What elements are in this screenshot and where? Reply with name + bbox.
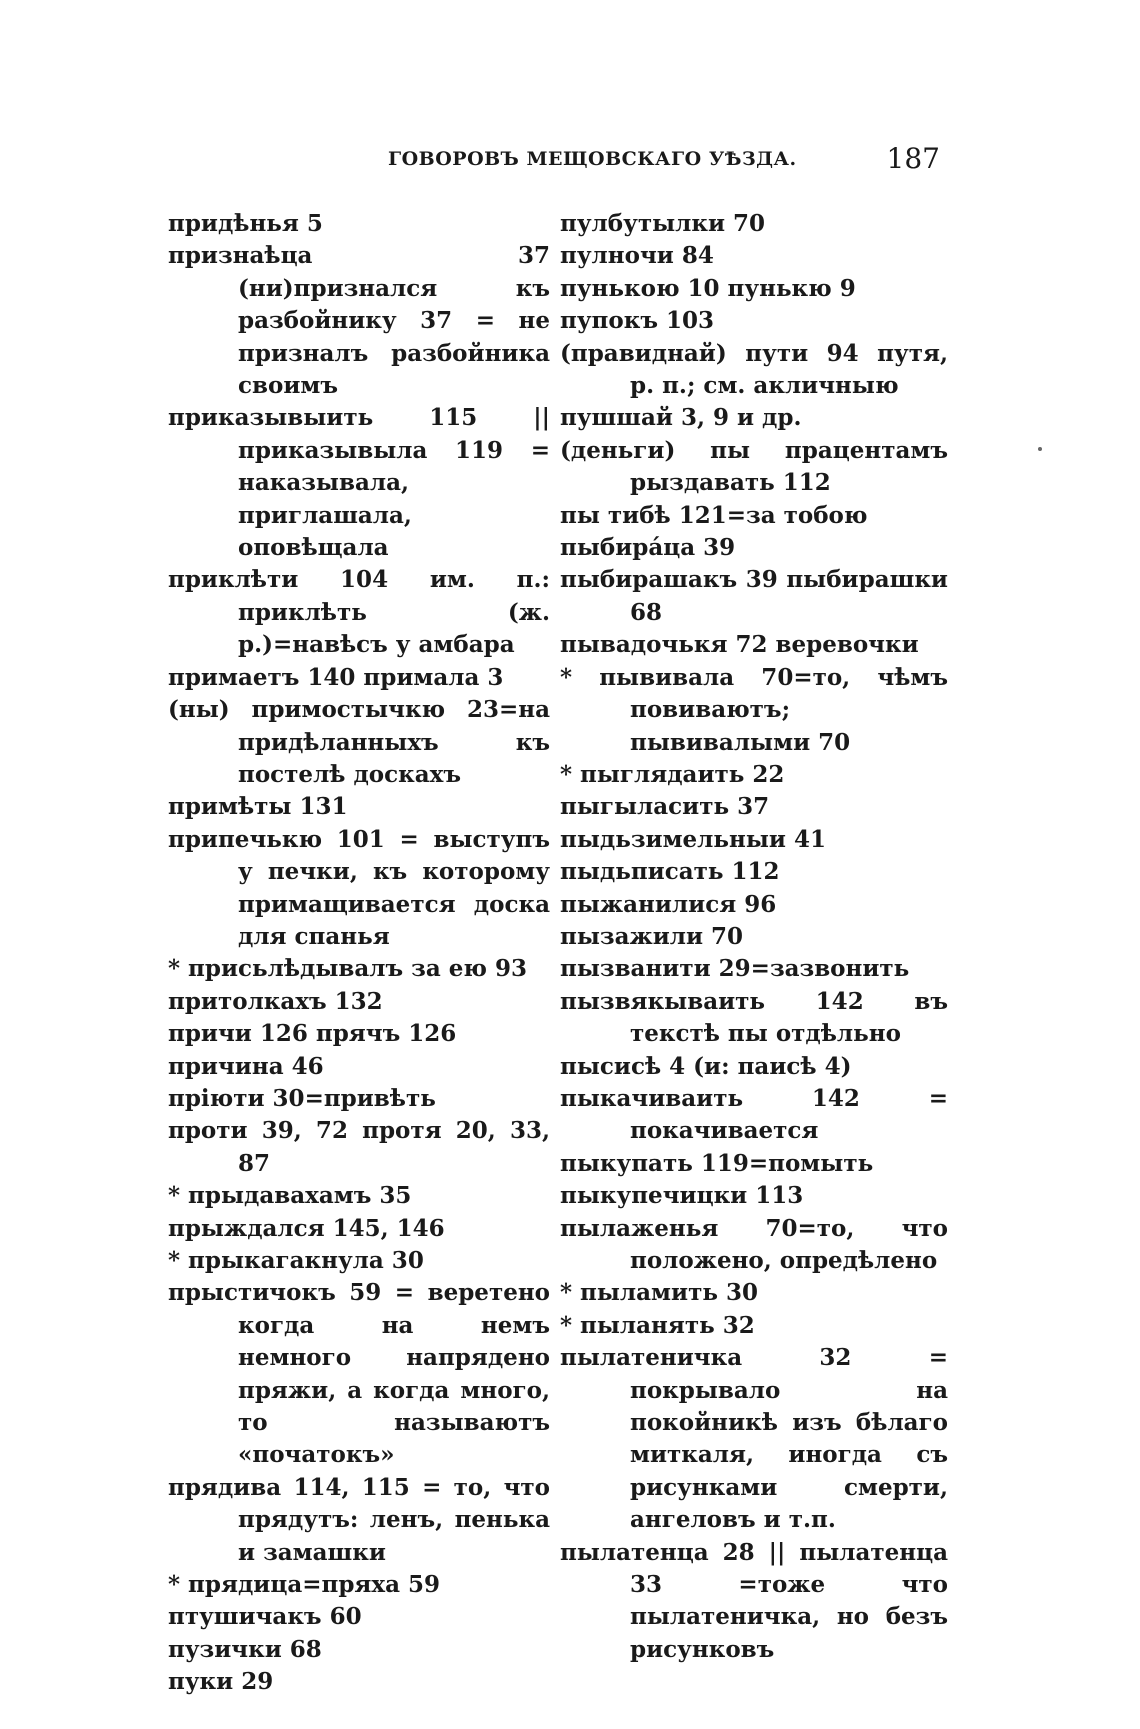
page-number: 187	[886, 142, 940, 175]
dictionary-entry: птушичакъ 60	[168, 1603, 362, 1631]
dictionary-entry: признаѣца 37 (ни)признался къ разбойнику 37 = не призналъ разбойника своимъ	[168, 242, 550, 400]
dictionary-entry: приказывыить 115 || приказывыла 119 = наказывала, приглашала, оповѣщала	[168, 404, 550, 562]
dictionary-entry: проти 39, 72 протя 20, 33, 87	[168, 1117, 550, 1177]
dictionary-entry: пывадочькя 72 веревочки	[560, 631, 919, 659]
dictionary-entry: (ны) примостычкю 23=на придѣланныхъ къ постелѣ доскахъ	[168, 696, 550, 788]
dictionary-entry: пыбирáца 39	[560, 534, 736, 562]
ink-speck	[1038, 447, 1042, 451]
dictionary-entry: пызажили 70	[560, 922, 744, 950]
dictionary-entry: пыкачиваить 142 = покачивается	[560, 1084, 948, 1145]
dictionary-entry: пылаженья 70=то, что положено, опредѣлено	[560, 1214, 948, 1274]
dictionary-entry: прыждался 145, 146	[168, 1214, 445, 1242]
dictionary-entry: * пывивала 70=то, чѣмъ повиваютъ; пывивалыми 70	[560, 663, 948, 756]
dictionary-entry: пы тибѣ 121=за тобою	[560, 501, 868, 529]
dictionary-entry: пунькою 10 пунькю 9	[560, 274, 856, 302]
dictionary-entry: * прыкагакнула 30	[168, 1247, 424, 1274]
dictionary-entry: придѣнья 5	[168, 210, 323, 237]
dictionary-entry: * присьлѣдывалъ за ею 93	[168, 955, 527, 983]
dictionary-entry: пулбутылки 70	[560, 210, 766, 237]
dictionary-entry: пызвякываить 142 въ текстѣ пы отдѣльно	[560, 987, 948, 1048]
dictionary-entry: пылатеничка 32 = покрывало на покойникѣ изъ бѣлаго миткаля, иногда съ рисунками смерти, ангеловъ и т.п.	[560, 1344, 948, 1534]
dictionary-entry: примѣты 131	[168, 793, 348, 821]
dictionary-entry: (правиднай) пути 94 путя, р. п.; см. акличныю	[560, 339, 948, 400]
dictionary-entry: * пыланять 32	[560, 1311, 755, 1339]
dictionary-entry: причина 46	[168, 1052, 324, 1080]
dictionary-entry: прыстичокъ 59 = веретено когда на немъ немного напрядено пряжи, а когда много, то называютъ «початокъ»	[168, 1279, 550, 1469]
running-title: ГОВОРОВЪ МЕЩОВСКАГО УѢЗДА.	[388, 148, 797, 170]
dictionary-entry: причи 126 прячъ 126	[168, 1020, 457, 1048]
dictionary-entry: пыкупать 119=помыть	[560, 1149, 874, 1177]
dictionary-entry: пыжанилися 96	[560, 890, 777, 918]
dictionary-entry: * пыламить 30	[560, 1279, 758, 1307]
right-column	[560, 208, 948, 1666]
dictionary-entry: пызванити 29=зазвонить	[560, 955, 910, 983]
dictionary-entry: пыгыласить 37	[560, 793, 770, 821]
dictionary-entry: пыдьзимельныи 41	[560, 825, 826, 853]
dictionary-entry: притолкахъ 132	[168, 987, 383, 1015]
dictionary-entry: примаетъ 140 примала 3	[168, 663, 504, 691]
dictionary-entry: пушшай 3, 9 и др.	[560, 404, 802, 432]
dictionary-entry: пузички 68	[168, 1635, 322, 1663]
dictionary-entry: прядива 114, 115 = то, что прядутъ: ленъ, пенька и замашки	[168, 1473, 550, 1566]
dictionary-entry: пылатенца 28 || пылатенца 33 =тоже что пылатеничка, но безъ рисунковъ	[560, 1538, 948, 1663]
dictionary-entry: пуки 29	[168, 1668, 274, 1696]
dictionary-entry: припечькю 101 = выступъ у печки, къ которому примащивается доска для спанья	[168, 825, 550, 950]
dictionary-entry: * прядица=пряха 59	[168, 1571, 441, 1599]
dictionary-entry: пулночи 84	[560, 242, 714, 270]
dictionary-entry: пыдьписать 112	[560, 858, 780, 886]
page-header	[168, 142, 940, 182]
dictionary-entry: * пыглядаить 22	[560, 760, 785, 788]
left-column	[168, 208, 550, 1699]
dictionary-entry: приклѣти 104 им. п.: приклѣть (ж. р.)=навѣсъ у амбара	[168, 566, 550, 659]
dictionary-entry: (деньги) пы працентамъ рыздавать 112	[560, 436, 948, 497]
dictionary-entry: * прыдавахамъ 35	[168, 1182, 412, 1210]
dictionary-entry: пысисѣ 4 (и: паисѣ 4)	[560, 1052, 852, 1080]
dictionary-entry: пріюти 30=привѣть	[168, 1084, 436, 1112]
dictionary-entry: пупокъ 103	[560, 307, 715, 335]
dictionary-entry: пыбирашакъ 39 пыбирашки 68	[560, 566, 948, 626]
dictionary-entry: пыкупечицки 113	[560, 1182, 804, 1210]
